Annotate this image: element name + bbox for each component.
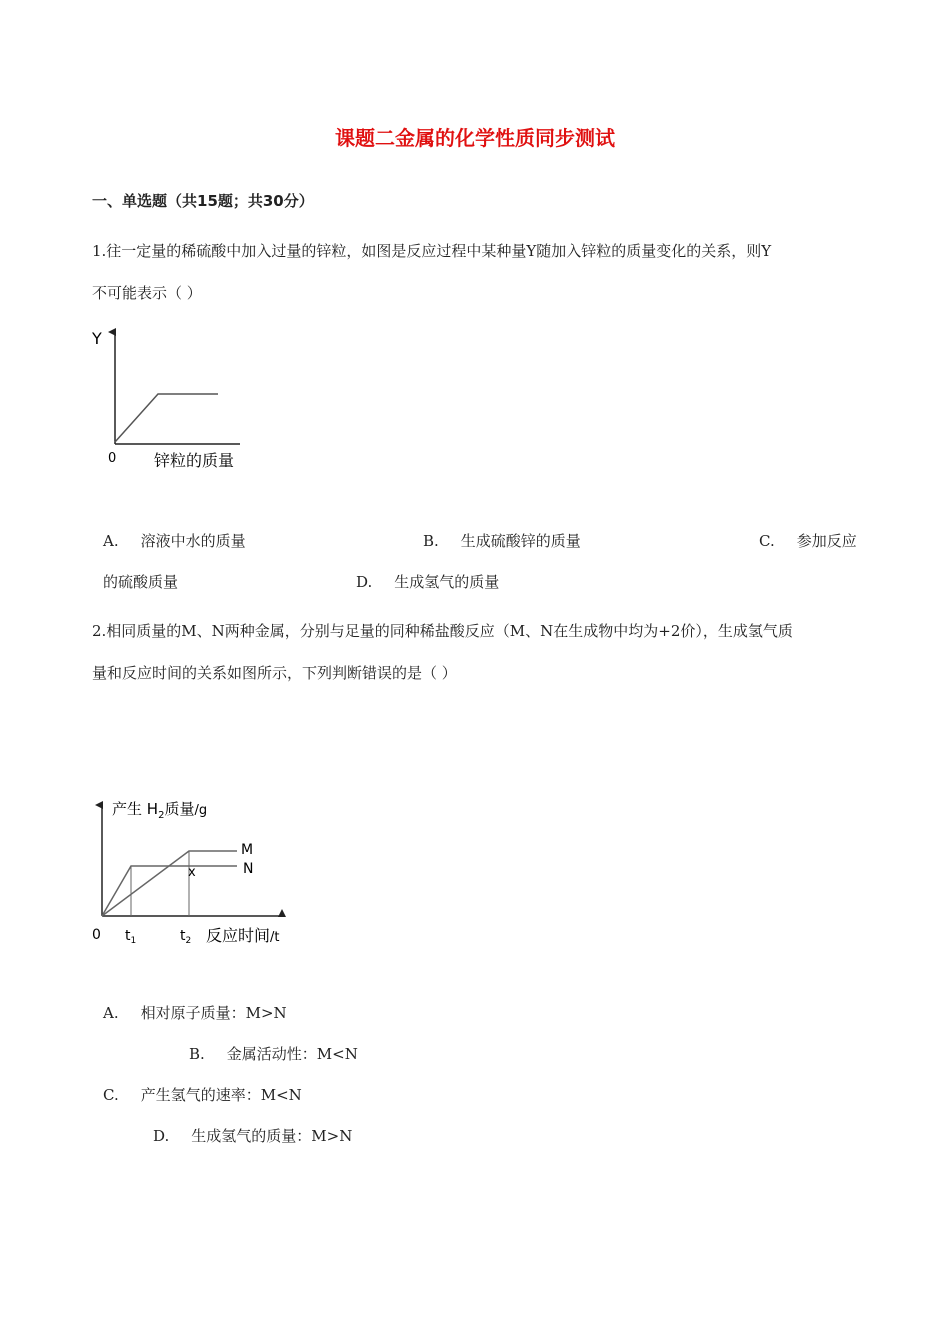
question-2-line-1: 2.相同质量的M、N两种金属，分别与足量的同种稀盐酸反应（M、N在生成物中均为+2价），生成氢气质	[92, 622, 793, 640]
question-2-option-a[interactable]	[103, 1002, 287, 1023]
option-text: 生成氢气的质量	[394, 573, 500, 591]
option-letter: B.	[423, 532, 439, 550]
option-letter: A.	[103, 532, 119, 550]
option-letter: D.	[153, 1127, 170, 1145]
x-label: x	[188, 865, 196, 880]
question-1-option-b[interactable]	[423, 530, 581, 551]
section-heading: 一、单选题（共15题；共30分）	[92, 192, 314, 210]
x-axis-label: 反应时间/t	[206, 926, 280, 945]
question-2-option-d[interactable]	[153, 1125, 352, 1146]
question-1-option-a[interactable]	[103, 530, 246, 551]
question-2-graph	[85, 795, 300, 950]
question-1-option-c-continued	[103, 571, 178, 592]
option-text: 生成硫酸锌的质量	[460, 532, 581, 550]
option-text: 参加反应	[796, 532, 857, 550]
origin-label: 0	[108, 451, 117, 466]
option-text: 相对原子质量：M>N	[140, 1004, 287, 1022]
option-text: 的硫酸质量	[103, 573, 179, 591]
option-text: 金属活动性：M<N	[226, 1045, 358, 1063]
t2-label: $t_2$	[180, 928, 192, 946]
option-letter: A.	[103, 1004, 119, 1022]
question-1-line-2: 不可能表示（ ）	[92, 284, 202, 302]
question-2-option-b[interactable]	[189, 1043, 358, 1064]
option-letter: C.	[103, 1086, 119, 1104]
n-curve	[102, 866, 237, 916]
t1-label: $t_1$	[125, 928, 137, 946]
question-2-option-c[interactable]	[103, 1084, 302, 1105]
option-letter: C.	[759, 532, 775, 550]
n-label: N	[243, 861, 254, 877]
y-axis-label: 产生 $H_2$质量/g	[112, 800, 208, 821]
option-letter: D.	[356, 573, 373, 591]
question-1-option-c[interactable]	[759, 530, 857, 551]
x-axis-label: 锌粒的质量	[154, 451, 235, 470]
page-title: 课题二金属的化学性质同步测试	[335, 126, 615, 150]
question-1-line-1: 1.往一定量的稀硫酸中加入过量的锌粒，如图是反应过程中某种量Y随加入锌粒的质量变化的关系，则Y	[92, 242, 772, 260]
y-axis-label: Y	[92, 329, 102, 348]
m-label: M	[241, 842, 254, 858]
y-curve	[115, 394, 218, 442]
option-text: 生成氢气的质量：M>N	[191, 1127, 353, 1145]
m-curve	[102, 851, 237, 916]
question-2-line-2: 量和反应时间的关系如图所示，下列判断错误的是（ ）	[92, 664, 457, 682]
question-1-option-d[interactable]	[356, 571, 499, 592]
origin-label: 0	[92, 927, 101, 943]
option-text: 溶液中水的质量	[140, 532, 246, 550]
option-text: 产生氢气的速率：M<N	[140, 1086, 302, 1104]
option-letter: B.	[189, 1045, 205, 1063]
question-1-graph	[88, 322, 258, 474]
